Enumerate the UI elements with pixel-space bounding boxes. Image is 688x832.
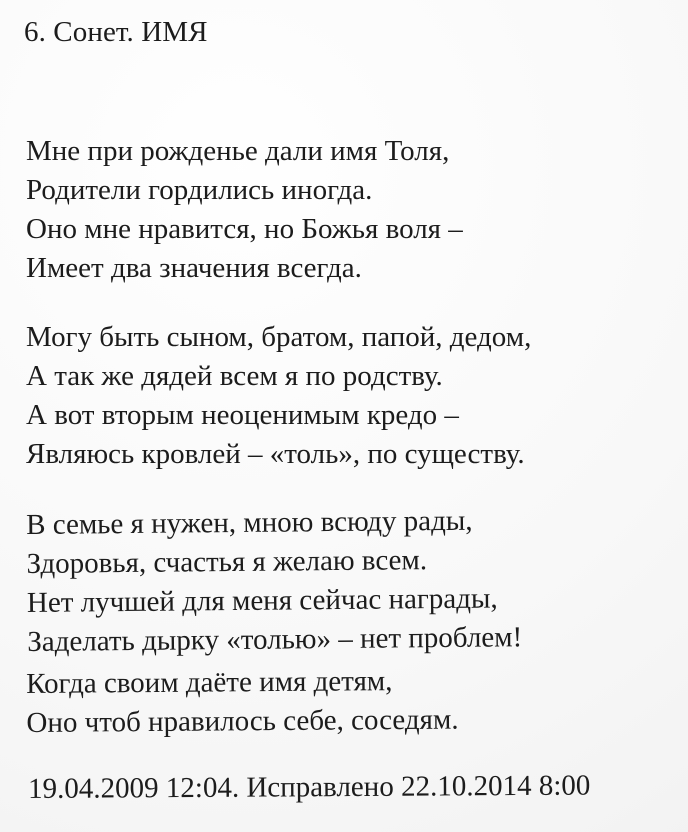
stanza-2 — [26, 318, 531, 474]
stanza-1 — [26, 132, 463, 288]
poem-line: Родители гордились иногда. — [26, 174, 373, 206]
document-title: 6. Сонет. ИМЯ — [24, 16, 208, 48]
poem-line: Мне при рожденье дали имя Толя, — [26, 135, 450, 167]
poem-line: Оно мне нравится, но Божья воля – — [26, 213, 463, 245]
poem-line: Здоровья, счастья я желаю всем. — [26, 544, 428, 580]
poem-line: Имеет два значения всегда. — [26, 252, 362, 284]
document-footer-date: 19.04.2009 12:04. Исправлено 22.10.2014 8:00 — [27, 769, 591, 805]
stanza-3 — [26, 501, 522, 662]
poem-line: А вот вторым неоценимым кредо – — [26, 399, 459, 431]
poem-line: Могу быть сыном, братом, папой, дедом, — [26, 321, 532, 353]
poem-line: Оно чтоб нравилось себе, соседям. — [26, 703, 459, 739]
poem-line: В семье я нужен, мною всюду рады, — [26, 504, 473, 541]
poem-line: А так же дядей всем я по родству. — [26, 360, 443, 392]
poem-line: Нет лучшей для меня сейчас награды, — [26, 582, 498, 619]
poem-line: Заделать дырку «толью» – нет проблем! — [27, 621, 523, 658]
stanza-4 — [26, 662, 459, 743]
poem-line: Являюсь кровлей – «толь», по существу. — [26, 438, 525, 470]
poem-line: Когда своим даёте имя детям, — [26, 665, 393, 700]
